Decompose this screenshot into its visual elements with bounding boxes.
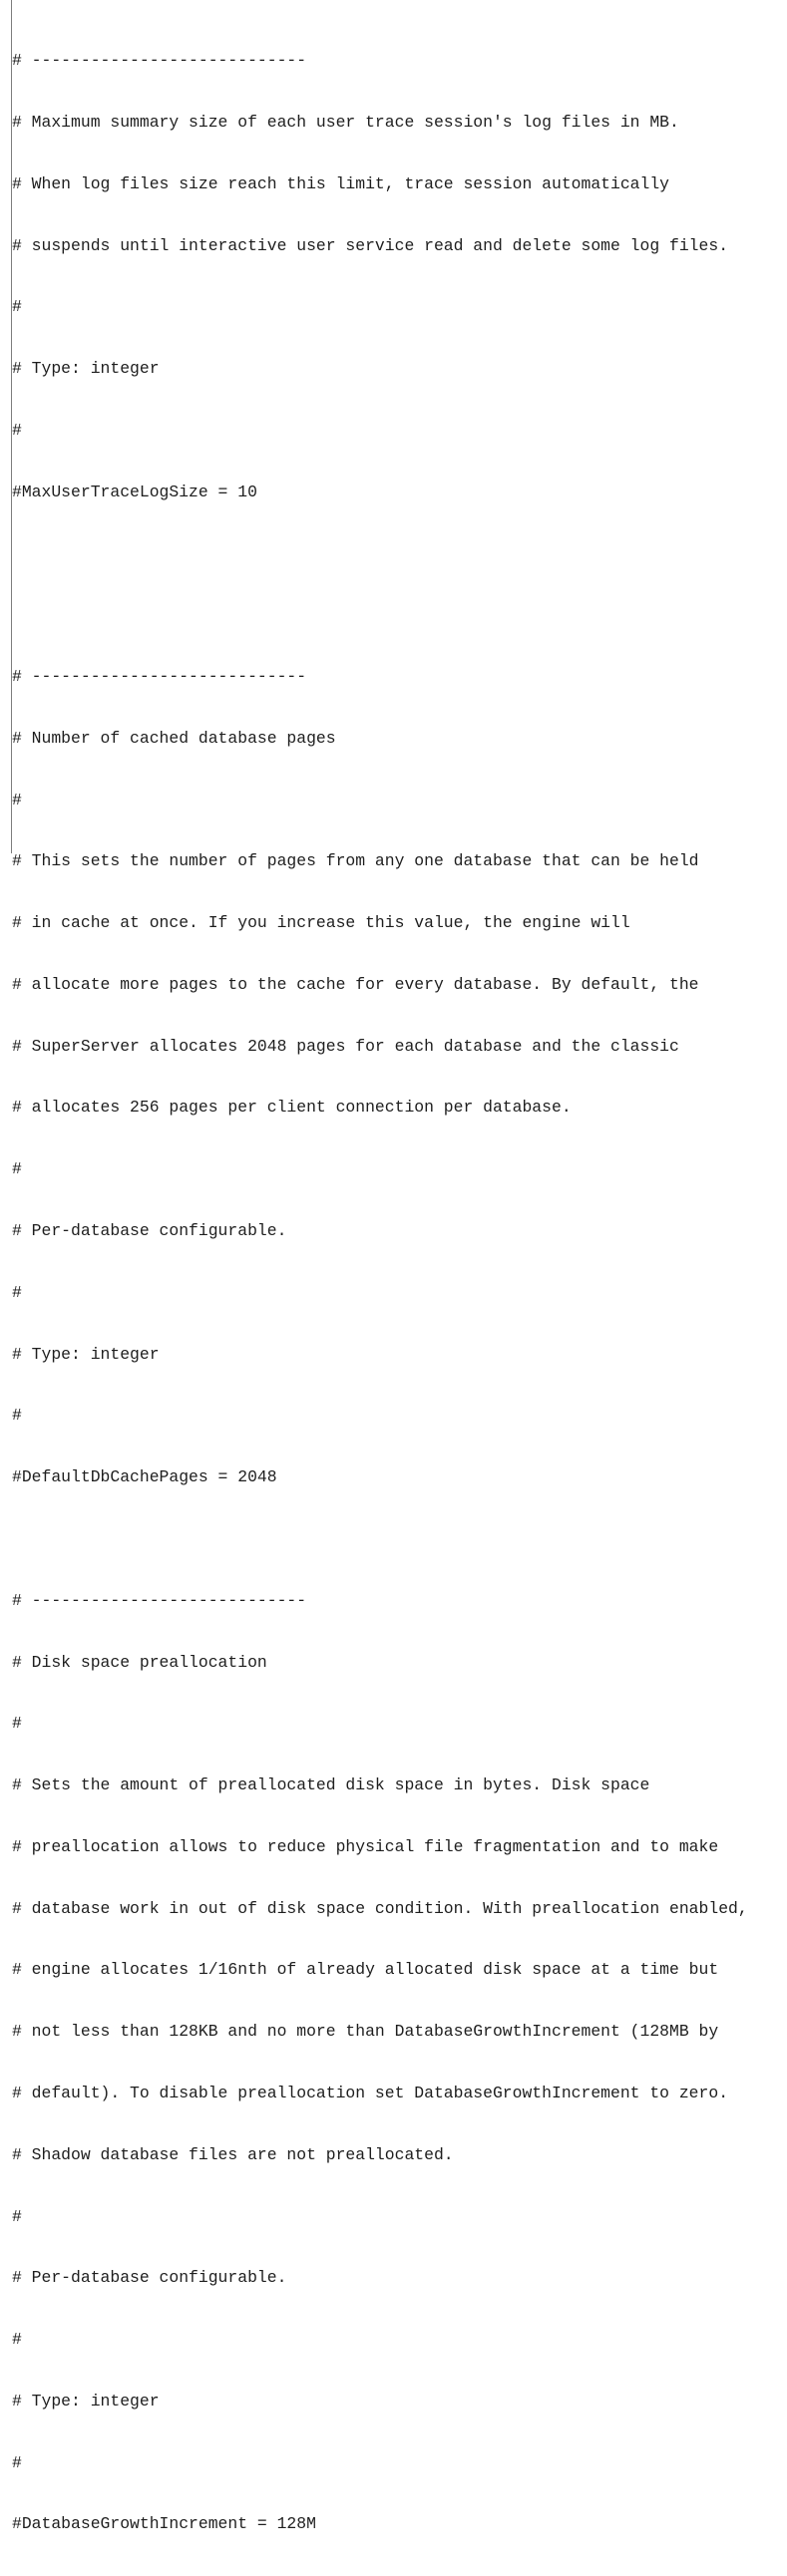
code-line[interactable]: # preallocation allows to reduce physical file fragmentation and to make	[12, 1836, 719, 1856]
code-line[interactable]: #	[12, 790, 22, 809]
code-line[interactable]: #MaxUserTraceLogSize = 10	[12, 482, 257, 501]
code-line[interactable]: # suspends until interactive user service read and delete some log files.	[12, 235, 729, 255]
code-line[interactable]: #	[12, 2452, 22, 2472]
code-line[interactable]: # ----------------------------	[12, 51, 307, 71]
code-line[interactable]: # Shadow database files are not preallocated.	[12, 2144, 454, 2164]
code-line[interactable]: #	[12, 2330, 22, 2350]
code-line[interactable]: # database work in out of disk space condition. With preallocation enabled,	[12, 1898, 748, 1918]
code-line[interactable]: # in cache at once. If you increase this value, the engine will	[12, 913, 630, 933]
code-line[interactable]: # Type: integer	[12, 359, 160, 379]
code-line[interactable]: # Per-database configurable.	[12, 2268, 287, 2288]
code-line[interactable]: # default). To disable preallocation set DatabaseGrowthIncrement to zero.	[12, 2083, 729, 2102]
code-line[interactable]: # This sets the number of pages from any one database that can be held	[12, 851, 699, 871]
code-line[interactable]: # ----------------------------	[12, 667, 307, 686]
code-line[interactable]: #	[12, 1159, 22, 1179]
code-line[interactable]: # ----------------------------	[12, 1590, 307, 1610]
code-line[interactable]: #	[12, 1282, 22, 1302]
code-line[interactable]: # allocate more pages to the cache for every database. By default, the	[12, 974, 699, 994]
code-line[interactable]: # allocates 256 pages per client connection per database.	[12, 1098, 572, 1118]
code-line[interactable]: #	[12, 1406, 22, 1426]
code-line[interactable]: # Type: integer	[12, 1344, 160, 1364]
code-line[interactable]: # not less than 128KB and no more than DatabaseGrowthIncrement (128MB by	[12, 2022, 719, 2042]
code-line[interactable]	[12, 605, 748, 626]
code-line[interactable]: #DefaultDbCachePages = 2048	[12, 1467, 277, 1487]
editor-text-area[interactable]	[12, 10, 748, 2576]
code-line[interactable]: # Maximum summary size of each user trace session's log files in MB.	[12, 112, 679, 132]
code-line[interactable]: #	[12, 1714, 22, 1734]
code-line[interactable]: # Per-database configurable.	[12, 1221, 287, 1241]
code-line[interactable]	[12, 1529, 748, 1550]
code-line[interactable]: # Disk space preallocation	[12, 1652, 267, 1672]
code-line[interactable]: # Number of cached database pages	[12, 728, 336, 748]
code-line[interactable]: #	[12, 2206, 22, 2226]
code-line[interactable]	[12, 543, 748, 564]
code-line[interactable]: # Type: integer	[12, 2391, 160, 2411]
code-line[interactable]: #	[12, 297, 22, 317]
code-line[interactable]: # When log files size reach this limit, trace session automatically	[12, 173, 670, 193]
code-line[interactable]: #DatabaseGrowthIncrement = 128M	[12, 2514, 316, 2534]
code-line[interactable]: # Sets the amount of preallocated disk space in bytes. Disk space	[12, 1775, 650, 1795]
code-line[interactable]: # engine allocates 1/16nth of already allocated disk space at a time but	[12, 1960, 719, 1980]
code-line[interactable]: #	[12, 420, 22, 440]
code-line[interactable]: # SuperServer allocates 2048 pages for each database and the classic	[12, 1036, 679, 1056]
